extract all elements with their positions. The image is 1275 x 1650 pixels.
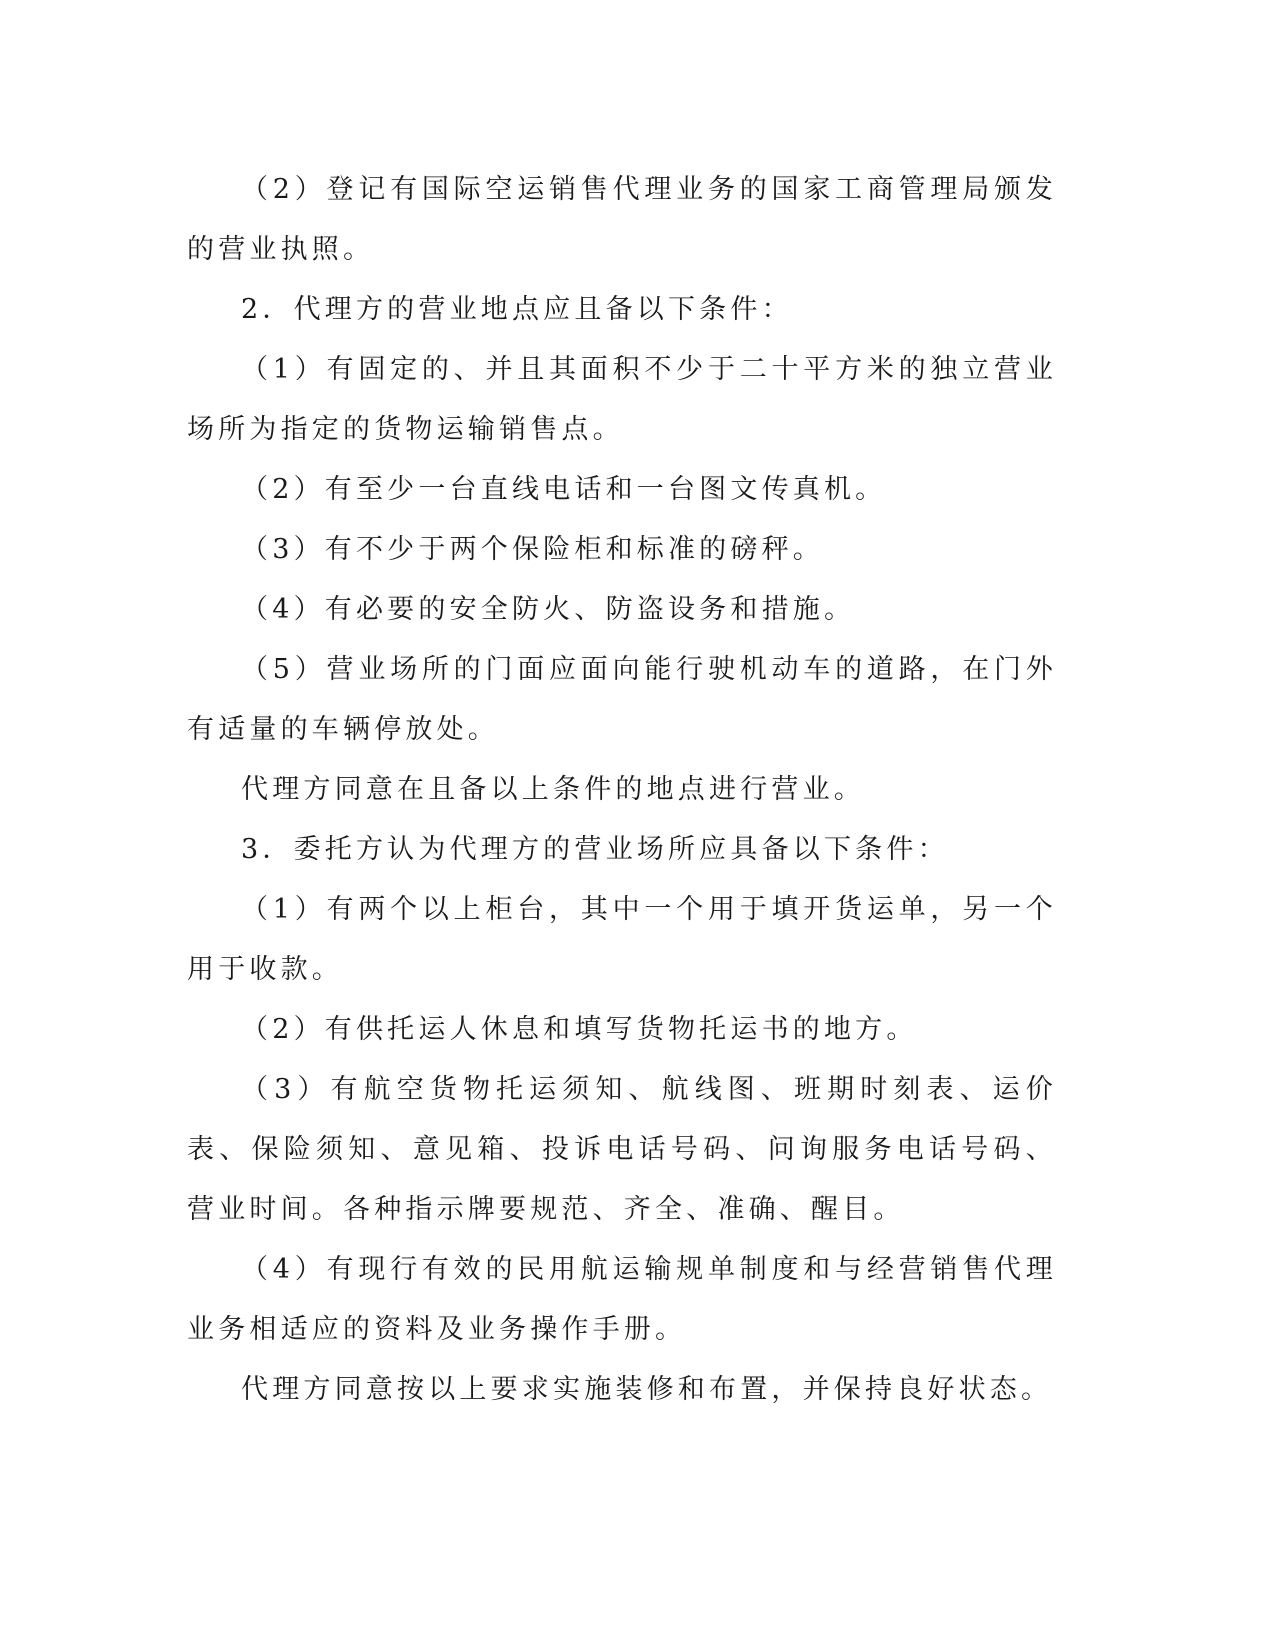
paragraph-safes-scales: （3）有不少于两个保险柜和标准的磅秤。 [241,534,824,565]
paragraph-regulations-manuals: （4）有现行有效的民用航运输规单制度和与经营销售代理业务相适应的资料及业务操作手册。 [187,1254,1057,1345]
paragraph-agent-agrees-location: 代理方同意在且备以上条件的地点进行营业。 [241,774,865,805]
paragraph-fire-theft: （4）有必要的安全防火、防盗设务和措施。 [241,594,856,625]
paragraph-rest-area: （2）有供托运人休息和填写货物托运书的地方。 [241,1014,918,1045]
paragraph-section-3-heading: 3．委托方认为代理方的营业场所应具备以下条件： [241,834,949,865]
paragraph-notices-signs: （3）有航空货物托运须知、航线图、班期时刻表、运价表、保险须知、意见箱、投诉电话号码、问询服务电话号码、营业时间。各种指示牌要规范、齐全、准确、醒目。 [187,1074,1057,1225]
paragraph-section-2-heading: 2．代理方的营业地点应且备以下条件： [241,294,793,325]
paragraph-counters: （1）有两个以上柜台，其中一个用于填开货运单，另一个用于收款。 [187,894,1057,985]
paragraph-agent-agrees-decoration: 代理方同意按以上要求实施装修和布置，并保持良好状态。 [241,1374,1053,1405]
paragraph-phone-fax: （2）有至少一台直线电话和一台图文传真机。 [241,474,887,505]
paragraph-fixed-premises: （1）有固定的、并且其面积不少于二十平方米的独立营业场所为指定的货物运输销售点。 [187,354,1057,445]
paragraph-storefront-parking: （5）营业场所的门面应面向能行驶机动车的道路，在门外有适量的车辆停放处。 [187,654,1057,745]
document-body [187,160,1057,1420]
paragraph-license: （2）登记有国际空运销售代理业务的国家工商管理局颁发的营业执照。 [187,174,1057,265]
